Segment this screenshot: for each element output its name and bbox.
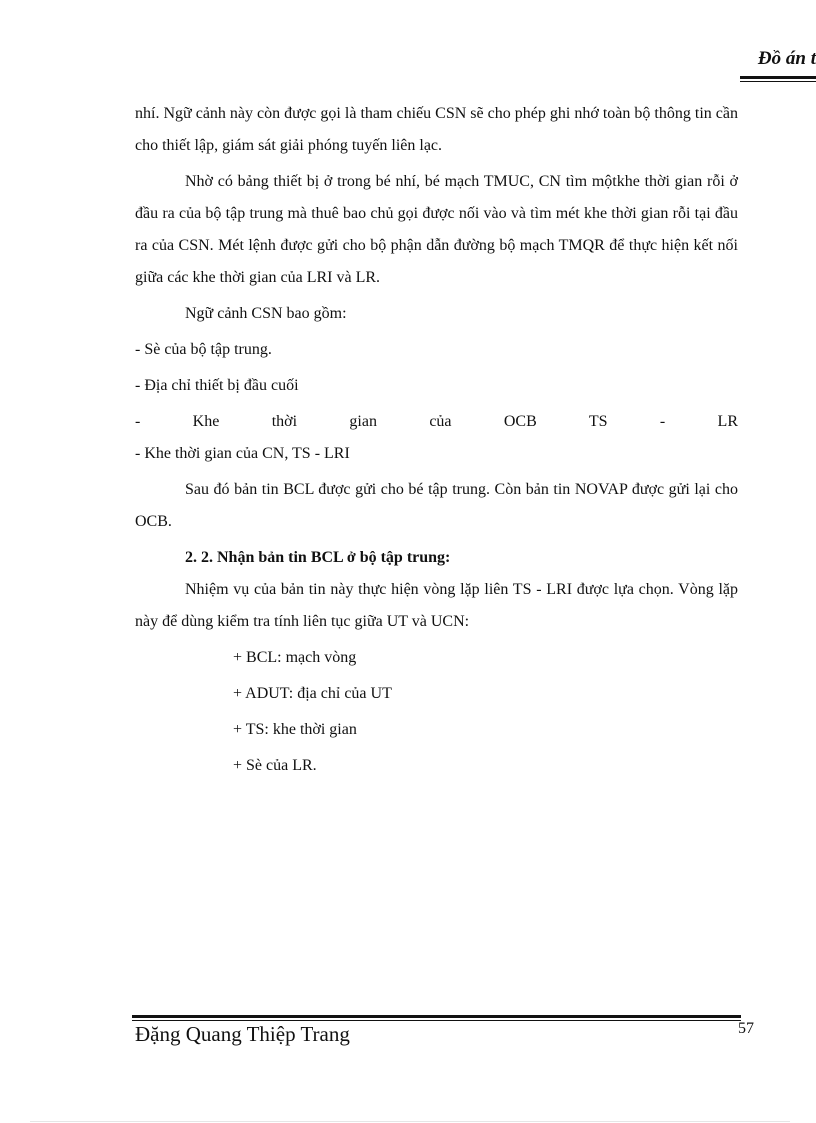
footer-rule	[132, 1015, 741, 1018]
bullet-adut: + ADUT: địa chỉ của UT	[233, 685, 392, 702]
list-item-ocb-timeslot: - Khe thời gian của OCB TS - LR	[135, 413, 738, 430]
bullet-lr: + Sè của LR.	[233, 757, 317, 774]
header-rule-thin	[740, 81, 816, 82]
list-item-terminal-address: - Địa chỉ thiết bị đầu cuối	[135, 377, 299, 394]
page-bottom-edge	[30, 1121, 790, 1122]
bullet-ts: + TS: khe thời gian	[233, 721, 357, 738]
header-rule	[740, 76, 816, 79]
footer-author: Đặng Quang Thiệp Trang	[135, 1022, 350, 1046]
section-heading: 2. 2. Nhận bản tin BCL ở bộ tập trung:	[185, 549, 451, 566]
paragraph-csn-context: Ngữ cảnh CSN bao gồm:	[185, 305, 347, 322]
document-body	[135, 98, 738, 782]
paragraph-equipment-table: Nhờ có bảng thiết bị ở trong bé nhí, bé mạch TMUC, CN tìm mộtkhe thời gian rỗi ở đầu ra của bộ tập trung mà thuê bao chủ gọi được nối vào và tìm mét khe thời gian rỗi tại đầu ra của CSN. Mét lệnh được gửi cho bộ phận dẫn đường bộ mạch TMQR để thực hiện kết nối giữa các khe thời gian của LRI và LR.	[135, 173, 738, 286]
paragraph-continuation: nhí. Ngữ cảnh này còn được gọi là tham chiếu CSN sẽ cho phép ghi nhớ toàn bộ thông tin cần cho thiết lập, giám sát giải phóng tuyến liên lạc.	[135, 105, 738, 154]
header-title: Đồ án t	[757, 48, 816, 69]
paragraph-bcl-sent: Sau đó bản tin BCL được gửi cho bé tập trung. Còn bản tin NOVAP được gửi lại cho OCB.	[135, 481, 738, 530]
list-item-cn-timeslot: - Khe thời gian của CN, TS - LRI	[135, 445, 350, 462]
bullet-bcl: + BCL: mạch vòng	[233, 649, 357, 666]
page-number: 57	[738, 1020, 754, 1037]
paragraph-bcl-task: Nhiệm vụ của bản tin này thực hiện vòng lặp liên TS - LRI được lựa chọn. Vòng lặp này để dùng kiểm tra tính liên tục giữa UT và UCN:	[135, 581, 738, 630]
list-item-concentrator: - Sè của bộ tập trung.	[135, 341, 272, 358]
